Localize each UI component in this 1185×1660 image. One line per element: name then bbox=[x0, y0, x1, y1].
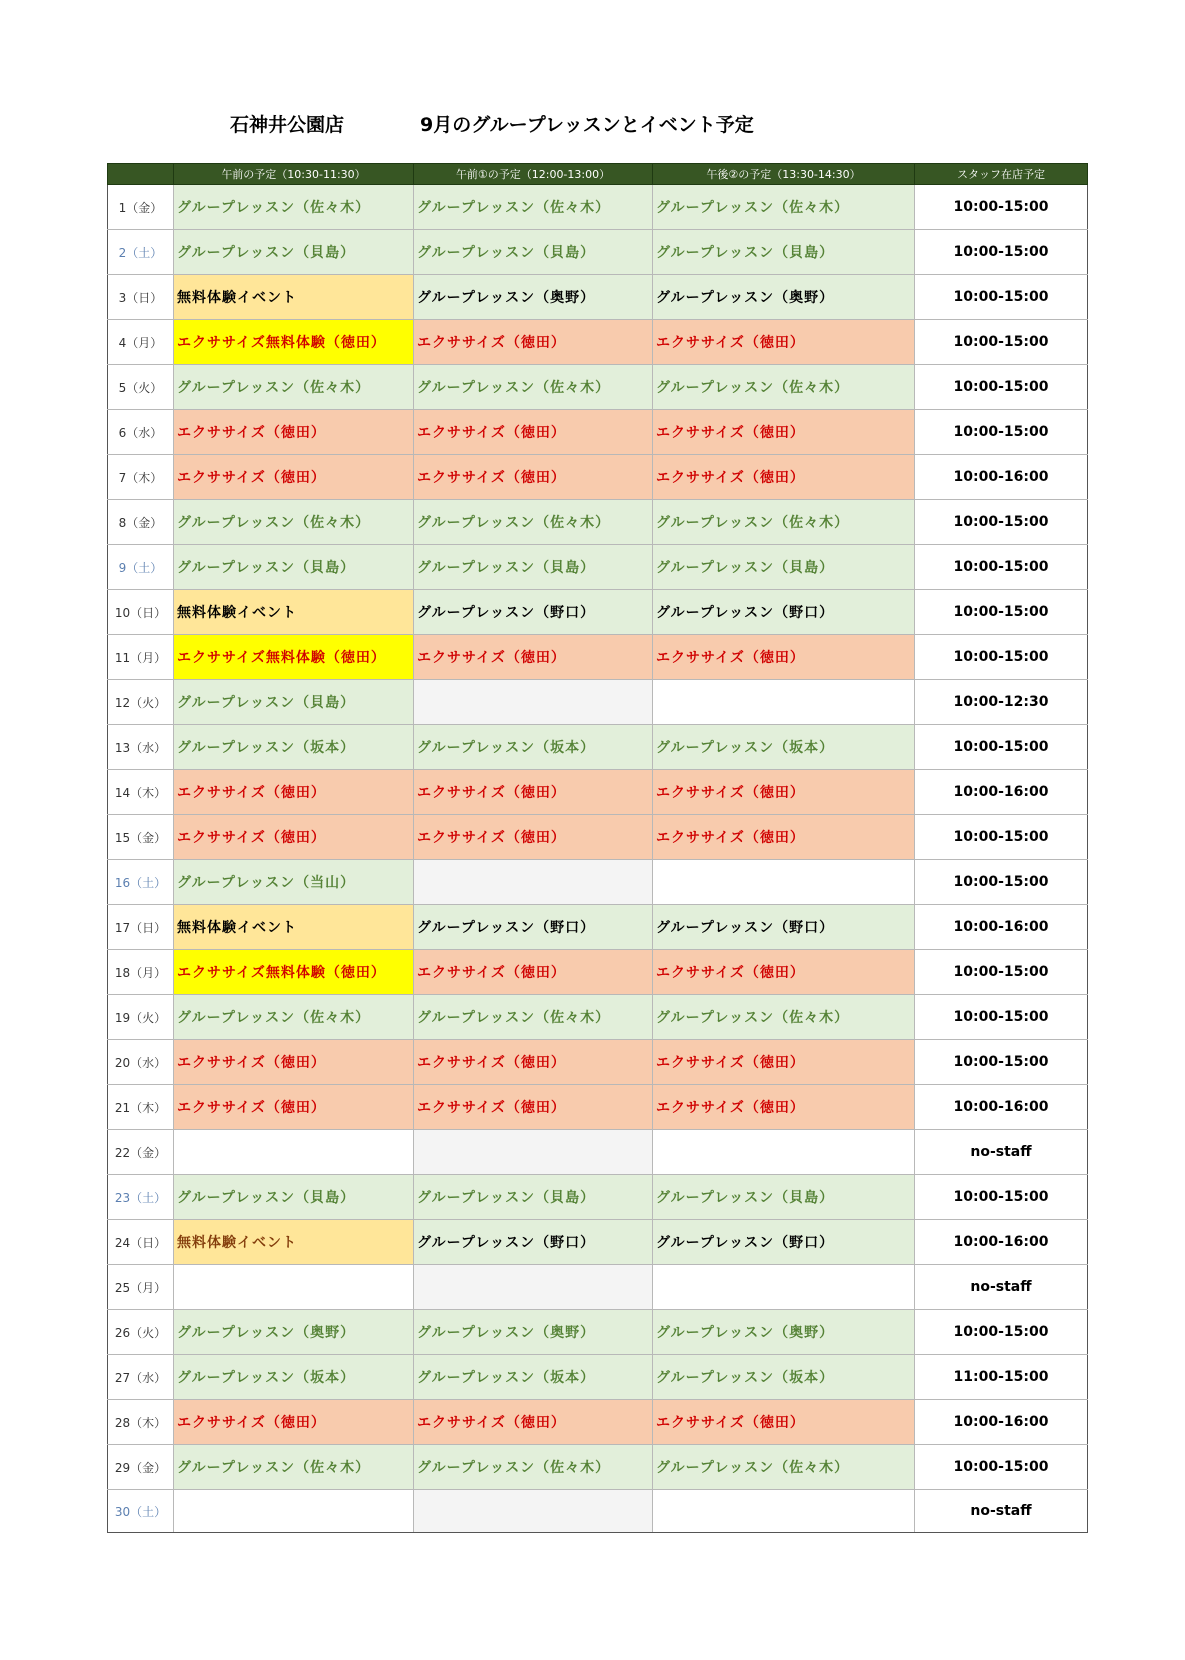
slot-noon-cell: グループレッスン（奥野） bbox=[414, 275, 653, 320]
table-row bbox=[108, 1310, 1088, 1355]
table-row bbox=[108, 1400, 1088, 1445]
table-row bbox=[108, 1040, 1088, 1085]
slot-noon-cell: エクササイズ（徳田） bbox=[414, 770, 653, 815]
day-cell: 30（土） bbox=[108, 1490, 174, 1533]
slot-afternoon-cell: エクササイズ（徳田） bbox=[653, 950, 915, 995]
day-cell: 9（土） bbox=[108, 545, 174, 590]
slot-afternoon-cell: エクササイズ（徳田） bbox=[653, 1040, 915, 1085]
store-title: 石神井公園店 bbox=[230, 114, 345, 136]
slot-morning-cell: 無料体験イベント bbox=[174, 275, 414, 320]
slot-noon-cell bbox=[414, 680, 653, 725]
day-cell: 15（金） bbox=[108, 815, 174, 860]
staff-hours-cell: 10:00-16:00 bbox=[915, 1085, 1088, 1130]
header-morning: 午前の予定（10:30-11:30） bbox=[174, 164, 414, 185]
slot-afternoon-cell: グループレッスン（野口） bbox=[653, 905, 915, 950]
day-cell: 29（金） bbox=[108, 1445, 174, 1490]
table-row bbox=[108, 590, 1088, 635]
table-row bbox=[108, 905, 1088, 950]
slot-afternoon-cell: グループレッスン（貝島） bbox=[653, 545, 915, 590]
slot-morning-cell: グループレッスン（佐々木） bbox=[174, 995, 414, 1040]
staff-hours-cell: 10:00-16:00 bbox=[915, 770, 1088, 815]
slot-afternoon-cell: エクササイズ（徳田） bbox=[653, 320, 915, 365]
slot-noon-cell: グループレッスン（奥野） bbox=[414, 1310, 653, 1355]
table-row bbox=[108, 860, 1088, 905]
slot-morning-cell: エクササイズ（徳田） bbox=[174, 1400, 414, 1445]
slot-morning-cell: エクササイズ無料体験（徳田） bbox=[174, 635, 414, 680]
day-cell: 22（金） bbox=[108, 1130, 174, 1175]
slot-afternoon-cell: グループレッスン（佐々木） bbox=[653, 995, 915, 1040]
slot-morning-cell: グループレッスン（貝島） bbox=[174, 680, 414, 725]
table-row bbox=[108, 1130, 1088, 1175]
slot-afternoon-cell: グループレッスン（貝島） bbox=[653, 230, 915, 275]
day-cell: 4（月） bbox=[108, 320, 174, 365]
slot-morning-cell: エクササイズ（徳田） bbox=[174, 770, 414, 815]
day-cell: 17（日） bbox=[108, 905, 174, 950]
table-row bbox=[108, 275, 1088, 320]
day-cell: 10（日） bbox=[108, 590, 174, 635]
staff-hours-cell: 10:00-15:00 bbox=[915, 1040, 1088, 1085]
staff-hours-cell: 10:00-15:00 bbox=[915, 815, 1088, 860]
slot-morning-cell: 無料体験イベント bbox=[174, 905, 414, 950]
slot-noon-cell: エクササイズ（徳田） bbox=[414, 635, 653, 680]
schedule-table bbox=[107, 163, 1088, 1533]
day-cell: 28（木） bbox=[108, 1400, 174, 1445]
slot-morning-cell: グループレッスン（奥野） bbox=[174, 1310, 414, 1355]
header-noon: 午前①の予定（12:00-13:00） bbox=[414, 164, 653, 185]
staff-hours-cell: 10:00-15:00 bbox=[915, 950, 1088, 995]
day-cell: 7（木） bbox=[108, 455, 174, 500]
slot-afternoon-cell: エクササイズ（徳田） bbox=[653, 770, 915, 815]
slot-noon-cell: グループレッスン（佐々木） bbox=[414, 365, 653, 410]
day-cell: 6（水） bbox=[108, 410, 174, 455]
slot-afternoon-cell: グループレッスン（佐々木） bbox=[653, 500, 915, 545]
staff-hours-cell: 10:00-15:00 bbox=[915, 230, 1088, 275]
table-row bbox=[108, 1175, 1088, 1220]
slot-afternoon-cell: グループレッスン（佐々木） bbox=[653, 185, 915, 230]
staff-hours-cell: 10:00-16:00 bbox=[915, 1220, 1088, 1265]
table-row bbox=[108, 1490, 1088, 1533]
day-cell: 25（月） bbox=[108, 1265, 174, 1310]
slot-noon-cell bbox=[414, 860, 653, 905]
day-cell: 19（火） bbox=[108, 995, 174, 1040]
slot-morning-cell bbox=[174, 1490, 414, 1533]
schedule-body bbox=[108, 185, 1088, 1533]
slot-morning-cell: グループレッスン（貝島） bbox=[174, 545, 414, 590]
slot-afternoon-cell: グループレッスン（坂本） bbox=[653, 725, 915, 770]
staff-hours-cell: 11:00-15:00 bbox=[915, 1355, 1088, 1400]
slot-morning-cell: グループレッスン（坂本） bbox=[174, 1355, 414, 1400]
table-row bbox=[108, 410, 1088, 455]
staff-hours-cell: 10:00-15:00 bbox=[915, 635, 1088, 680]
staff-hours-cell: 10:00-15:00 bbox=[915, 1310, 1088, 1355]
staff-hours-cell: 10:00-15:00 bbox=[915, 365, 1088, 410]
staff-hours-cell: no-staff bbox=[915, 1490, 1088, 1533]
slot-afternoon-cell: エクササイズ（徳田） bbox=[653, 815, 915, 860]
day-cell: 16（土） bbox=[108, 860, 174, 905]
slot-afternoon-cell bbox=[653, 1130, 915, 1175]
table-row bbox=[108, 1265, 1088, 1310]
slot-noon-cell: グループレッスン（佐々木） bbox=[414, 185, 653, 230]
day-cell: 18（月） bbox=[108, 950, 174, 995]
day-cell: 14（木） bbox=[108, 770, 174, 815]
slot-morning-cell: グループレッスン（貝島） bbox=[174, 230, 414, 275]
staff-hours-cell: 10:00-15:00 bbox=[915, 275, 1088, 320]
slot-morning-cell: エクササイズ無料体験（徳田） bbox=[174, 950, 414, 995]
slot-noon-cell: グループレッスン（佐々木） bbox=[414, 995, 653, 1040]
day-cell: 20（水） bbox=[108, 1040, 174, 1085]
slot-noon-cell: グループレッスン（貝島） bbox=[414, 545, 653, 590]
staff-hours-cell: 10:00-15:00 bbox=[915, 320, 1088, 365]
day-cell: 13（水） bbox=[108, 725, 174, 770]
day-cell: 11（月） bbox=[108, 635, 174, 680]
table-row bbox=[108, 1220, 1088, 1265]
slot-noon-cell bbox=[414, 1130, 653, 1175]
header-afternoon: 午後②の予定（13:30-14:30） bbox=[653, 164, 915, 185]
slot-morning-cell: 無料体験イベント bbox=[174, 590, 414, 635]
day-cell: 2（土） bbox=[108, 230, 174, 275]
staff-hours-cell: 10:00-15:00 bbox=[915, 185, 1088, 230]
slot-afternoon-cell: エクササイズ（徳田） bbox=[653, 1085, 915, 1130]
staff-hours-cell: 10:00-16:00 bbox=[915, 455, 1088, 500]
staff-hours-cell: 10:00-15:00 bbox=[915, 545, 1088, 590]
staff-hours-cell: no-staff bbox=[915, 1130, 1088, 1175]
day-cell: 3（日） bbox=[108, 275, 174, 320]
staff-hours-cell: 10:00-15:00 bbox=[915, 995, 1088, 1040]
slot-morning-cell: エクササイズ（徳田） bbox=[174, 410, 414, 455]
slot-noon-cell: グループレッスン（貝島） bbox=[414, 1175, 653, 1220]
staff-hours-cell: 10:00-15:00 bbox=[915, 410, 1088, 455]
header-staff: スタッフ在店予定 bbox=[915, 164, 1088, 185]
slot-noon-cell bbox=[414, 1265, 653, 1310]
table-row bbox=[108, 995, 1088, 1040]
table-row bbox=[108, 365, 1088, 410]
slot-morning-cell: 無料体験イベント bbox=[174, 1220, 414, 1265]
slot-afternoon-cell bbox=[653, 1265, 915, 1310]
slot-afternoon-cell: エクササイズ（徳田） bbox=[653, 1400, 915, 1445]
day-cell: 12（火） bbox=[108, 680, 174, 725]
slot-afternoon-cell: エクササイズ（徳田） bbox=[653, 635, 915, 680]
header-day bbox=[108, 164, 174, 185]
slot-afternoon-cell: グループレッスン（野口） bbox=[653, 590, 915, 635]
table-row bbox=[108, 815, 1088, 860]
slot-morning-cell bbox=[174, 1265, 414, 1310]
slot-morning-cell: エクササイズ（徳田） bbox=[174, 1085, 414, 1130]
slot-noon-cell: グループレッスン（佐々木） bbox=[414, 1445, 653, 1490]
slot-morning-cell: グループレッスン（貝島） bbox=[174, 1175, 414, 1220]
slot-noon-cell: エクササイズ（徳田） bbox=[414, 815, 653, 860]
slot-noon-cell: エクササイズ（徳田） bbox=[414, 455, 653, 500]
slot-noon-cell: グループレッスン（坂本） bbox=[414, 725, 653, 770]
slot-afternoon-cell: グループレッスン（奥野） bbox=[653, 1310, 915, 1355]
table-row bbox=[108, 680, 1088, 725]
slot-afternoon-cell bbox=[653, 1490, 915, 1533]
slot-noon-cell: エクササイズ（徳田） bbox=[414, 950, 653, 995]
day-cell: 8（金） bbox=[108, 500, 174, 545]
slot-morning-cell: グループレッスン（佐々木） bbox=[174, 500, 414, 545]
slot-afternoon-cell: グループレッスン（貝島） bbox=[653, 1175, 915, 1220]
slot-noon-cell: エクササイズ（徳田） bbox=[414, 320, 653, 365]
staff-hours-cell: 10:00-12:30 bbox=[915, 680, 1088, 725]
table-row bbox=[108, 635, 1088, 680]
table-row bbox=[108, 1355, 1088, 1400]
slot-morning-cell: グループレッスン（佐々木） bbox=[174, 185, 414, 230]
slot-afternoon-cell: エクササイズ（徳田） bbox=[653, 455, 915, 500]
table-row bbox=[108, 725, 1088, 770]
table-row bbox=[108, 770, 1088, 815]
slot-afternoon-cell: グループレッスン（佐々木） bbox=[653, 365, 915, 410]
staff-hours-cell: no-staff bbox=[915, 1265, 1088, 1310]
page-title: 9月のグループレッスンとイベント予定 bbox=[420, 114, 754, 136]
slot-morning-cell: グループレッスン（坂本） bbox=[174, 725, 414, 770]
table-row bbox=[108, 1085, 1088, 1130]
slot-afternoon-cell: グループレッスン（奥野） bbox=[653, 275, 915, 320]
slot-noon-cell: グループレッスン（野口） bbox=[414, 1220, 653, 1265]
staff-hours-cell: 10:00-15:00 bbox=[915, 725, 1088, 770]
day-cell: 1（金） bbox=[108, 185, 174, 230]
slot-noon-cell: グループレッスン（坂本） bbox=[414, 1355, 653, 1400]
staff-hours-cell: 10:00-15:00 bbox=[915, 860, 1088, 905]
day-cell: 26（火） bbox=[108, 1310, 174, 1355]
slot-noon-cell: エクササイズ（徳田） bbox=[414, 410, 653, 455]
slot-afternoon-cell: グループレッスン（佐々木） bbox=[653, 1445, 915, 1490]
staff-hours-cell: 10:00-16:00 bbox=[915, 1400, 1088, 1445]
table-row bbox=[108, 230, 1088, 275]
slot-noon-cell: グループレッスン（佐々木） bbox=[414, 500, 653, 545]
table-row bbox=[108, 455, 1088, 500]
slot-afternoon-cell bbox=[653, 680, 915, 725]
staff-hours-cell: 10:00-15:00 bbox=[915, 590, 1088, 635]
day-cell: 21（木） bbox=[108, 1085, 174, 1130]
slot-noon-cell: グループレッスン（野口） bbox=[414, 590, 653, 635]
table-row bbox=[108, 500, 1088, 545]
slot-noon-cell bbox=[414, 1490, 653, 1533]
slot-noon-cell: エクササイズ（徳田） bbox=[414, 1085, 653, 1130]
day-cell: 23（土） bbox=[108, 1175, 174, 1220]
staff-hours-cell: 10:00-15:00 bbox=[915, 500, 1088, 545]
slot-morning-cell: エクササイズ（徳田） bbox=[174, 815, 414, 860]
table-row bbox=[108, 320, 1088, 365]
slot-noon-cell: グループレッスン（貝島） bbox=[414, 230, 653, 275]
slot-afternoon-cell: グループレッスン（坂本） bbox=[653, 1355, 915, 1400]
staff-hours-cell: 10:00-16:00 bbox=[915, 905, 1088, 950]
slot-noon-cell: エクササイズ（徳田） bbox=[414, 1040, 653, 1085]
slot-morning-cell: エクササイズ無料体験（徳田） bbox=[174, 320, 414, 365]
header-row bbox=[108, 164, 1088, 185]
slot-morning-cell: グループレッスン（佐々木） bbox=[174, 365, 414, 410]
staff-hours-cell: 10:00-15:00 bbox=[915, 1175, 1088, 1220]
table-row bbox=[108, 1445, 1088, 1490]
slot-morning-cell: エクササイズ（徳田） bbox=[174, 1040, 414, 1085]
day-cell: 5（火） bbox=[108, 365, 174, 410]
table-row bbox=[108, 950, 1088, 995]
slot-morning-cell bbox=[174, 1130, 414, 1175]
table-row bbox=[108, 545, 1088, 590]
slot-afternoon-cell: エクササイズ（徳田） bbox=[653, 410, 915, 455]
slot-noon-cell: エクササイズ（徳田） bbox=[414, 1400, 653, 1445]
slot-noon-cell: グループレッスン（野口） bbox=[414, 905, 653, 950]
day-cell: 27（水） bbox=[108, 1355, 174, 1400]
slot-afternoon-cell: グループレッスン（野口） bbox=[653, 1220, 915, 1265]
table-row bbox=[108, 185, 1088, 230]
staff-hours-cell: 10:00-15:00 bbox=[915, 1445, 1088, 1490]
slot-morning-cell: グループレッスン（佐々木） bbox=[174, 1445, 414, 1490]
day-cell: 24（日） bbox=[108, 1220, 174, 1265]
slot-afternoon-cell bbox=[653, 860, 915, 905]
slot-morning-cell: エクササイズ（徳田） bbox=[174, 455, 414, 500]
slot-morning-cell: グループレッスン（当山） bbox=[174, 860, 414, 905]
